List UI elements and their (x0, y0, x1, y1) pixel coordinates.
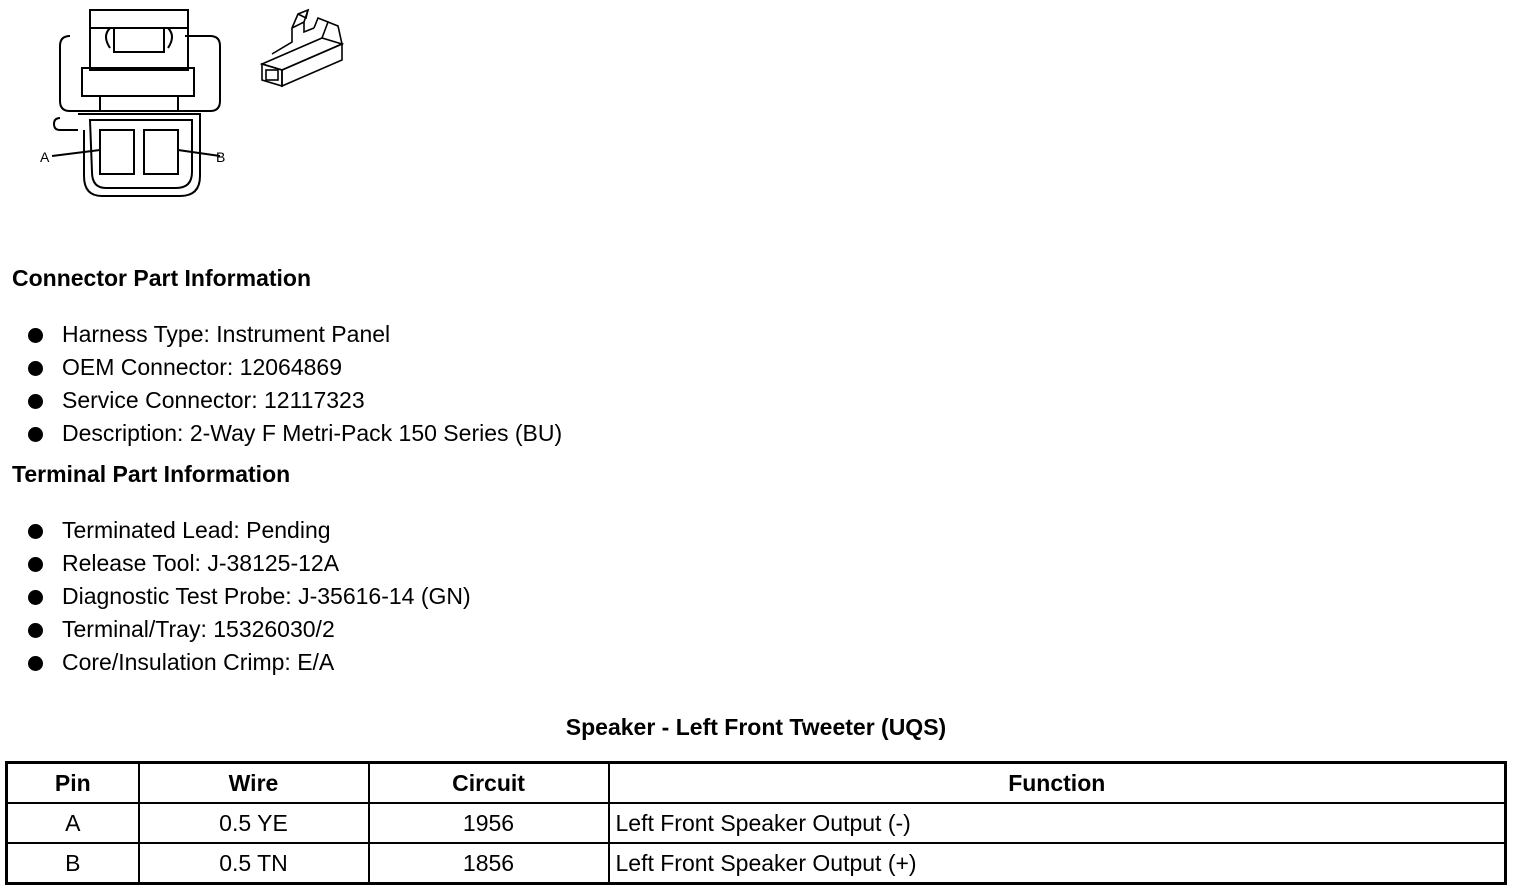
pinout-table (5, 761, 1507, 885)
wire-cell: 0.5 YE (139, 803, 369, 843)
column-header-wire: Wire (139, 763, 369, 804)
list-item: Terminal/Tray: 15326030/2 (28, 613, 471, 646)
list-item: Core/Insulation Crimp: E/A (28, 646, 471, 679)
connector-isometric-icon (252, 4, 352, 90)
bullet-icon (28, 656, 43, 671)
bullet-icon (28, 623, 43, 638)
pin-cell: B (7, 843, 139, 884)
list-item: OEM Connector: 12064869 (28, 351, 562, 384)
table-row (7, 803, 1506, 843)
connector-info-list (28, 318, 562, 450)
bullet-icon (28, 328, 43, 343)
list-item: Terminated Lead: Pending (28, 514, 471, 547)
pin-b-label: B (216, 149, 226, 165)
bullet-icon (28, 394, 43, 409)
circuit-cell: 1956 (369, 803, 609, 843)
pin-cell: A (7, 803, 139, 843)
function-cell: Left Front Speaker Output (+) (609, 843, 1506, 884)
connector-part-info-heading: Connector Part Information (12, 265, 312, 291)
table-row (7, 843, 1506, 884)
terminal-part-info-heading: Terminal Part Information (12, 461, 291, 487)
wire-cell: 0.5 TN (139, 843, 369, 884)
list-item: Release Tool: J-38125-12A (28, 547, 471, 580)
bullet-icon (28, 590, 43, 605)
list-item: Description: 2-Way F Metri-Pack 150 Series (BU) (28, 417, 562, 450)
column-header-function: Function (609, 763, 1506, 804)
column-header-circuit: Circuit (369, 763, 609, 804)
bullet-icon (28, 361, 43, 376)
list-item: Harness Type: Instrument Panel (28, 318, 562, 351)
bullet-icon (28, 524, 43, 539)
circuit-cell: 1856 (369, 843, 609, 884)
connector-face-diagram (30, 6, 240, 202)
bullet-icon (28, 427, 43, 442)
function-cell: Left Front Speaker Output (-) (609, 803, 1506, 843)
column-header-pin: Pin (7, 763, 139, 804)
pin-a-label: A (40, 149, 50, 165)
terminal-info-list (28, 514, 471, 679)
table-title: Speaker - Left Front Tweeter (UQS) (565, 714, 947, 740)
list-item: Diagnostic Test Probe: J-35616-14 (GN) (28, 580, 471, 613)
bullet-icon (28, 557, 43, 572)
table-header-row (7, 763, 1506, 804)
list-item: Service Connector: 12117323 (28, 384, 562, 417)
